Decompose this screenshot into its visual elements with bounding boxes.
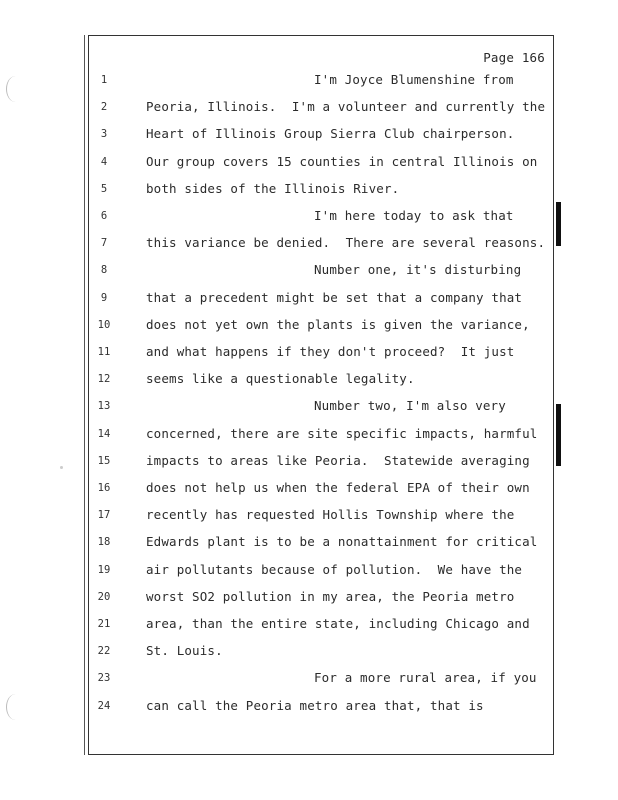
line-number: 18 [97,536,111,549]
transcript-line-text: Edwards plant is to be a nonattainment for critical [146,534,538,550]
transcript-line-text: does not help us when the federal EPA of their own [146,480,530,495]
line-number: 8 [100,264,108,277]
change-bar-upper [556,202,561,246]
line-number: 22 [97,645,111,658]
transcript-line-text: worst SO2 pollution in my area, the Peoria metro [146,588,515,604]
line-number: 6 [100,210,108,222]
line-number: 3 [100,128,108,141]
transcript-line-text: this variance be denied. There are several reasons. [146,235,546,251]
transcript-line-text: that a precedent might be set that a company that [146,289,523,305]
transcript-line-text: Our group covers 15 counties in central Illinois on [146,153,538,169]
binding-hole-lower [6,694,25,720]
line-number: 13 [97,400,111,413]
transcript-line-text: seems like a questionable legality. [146,371,415,387]
transcript-line-text: Heart of Illinois Group Sierra Club chairperson. [146,126,515,142]
line-number: 16 [97,482,111,494]
line-number: 12 [97,373,111,386]
transcript-line-text: can call the Peoria metro area that, that is [146,697,484,713]
line-number: 5 [100,182,108,195]
transcript-line-text: and what happens if they don't proceed? It just [146,344,515,359]
transcript-line-text: recently has requested Hollis Township where the [146,507,515,523]
transcript-line-text: Number two, I'm also very [314,398,506,414]
page-number-label: Page 166 [483,50,545,65]
transcript-line-text: both sides of the Illinois River. [146,180,400,196]
transcript-line-text: air pollutants because of pollution. We have the [146,561,523,577]
line-number: 14 [97,427,111,440]
line-number: 1 [100,74,108,86]
line-number: 2 [100,101,108,114]
line-number: 10 [97,318,111,331]
line-number: 23 [97,672,111,685]
line-number: 15 [97,454,111,467]
scan-speck [60,466,63,469]
left-margin-rule [84,35,85,755]
transcript-line-text: impacts to areas like Peoria. Statewide averaging [146,452,530,468]
line-number: 4 [100,155,108,168]
binding-hole-upper [6,76,25,102]
line-number: 19 [97,563,111,576]
transcript-line-text: Number one, it's disturbing [314,262,522,278]
transcript-line-text: concerned, there are site specific impacts, harmful [146,425,538,441]
line-number: 11 [97,346,111,358]
transcript-line-text: area, than the entire state, including Chicago and [146,616,530,631]
transcript-line-text: Peoria, Illinois. I'm a volunteer and currently the [146,99,546,115]
line-number: 17 [97,509,111,522]
transcript-line-text: For a more rural area, if you [314,670,537,686]
line-number: 21 [97,618,111,630]
transcript-line-text: St. Louis. [146,643,223,659]
transcript-line-text: I'm here today to ask that [314,208,514,223]
change-bar-lower [556,404,561,466]
transcript-line-text: does not yet own the plants is given the variance, [146,316,530,332]
line-number: 7 [100,237,108,250]
line-number: 9 [100,291,108,304]
transcript-line-text: I'm Joyce Blumenshine from [314,72,514,87]
line-number: 24 [97,699,111,712]
line-number: 20 [97,590,111,603]
